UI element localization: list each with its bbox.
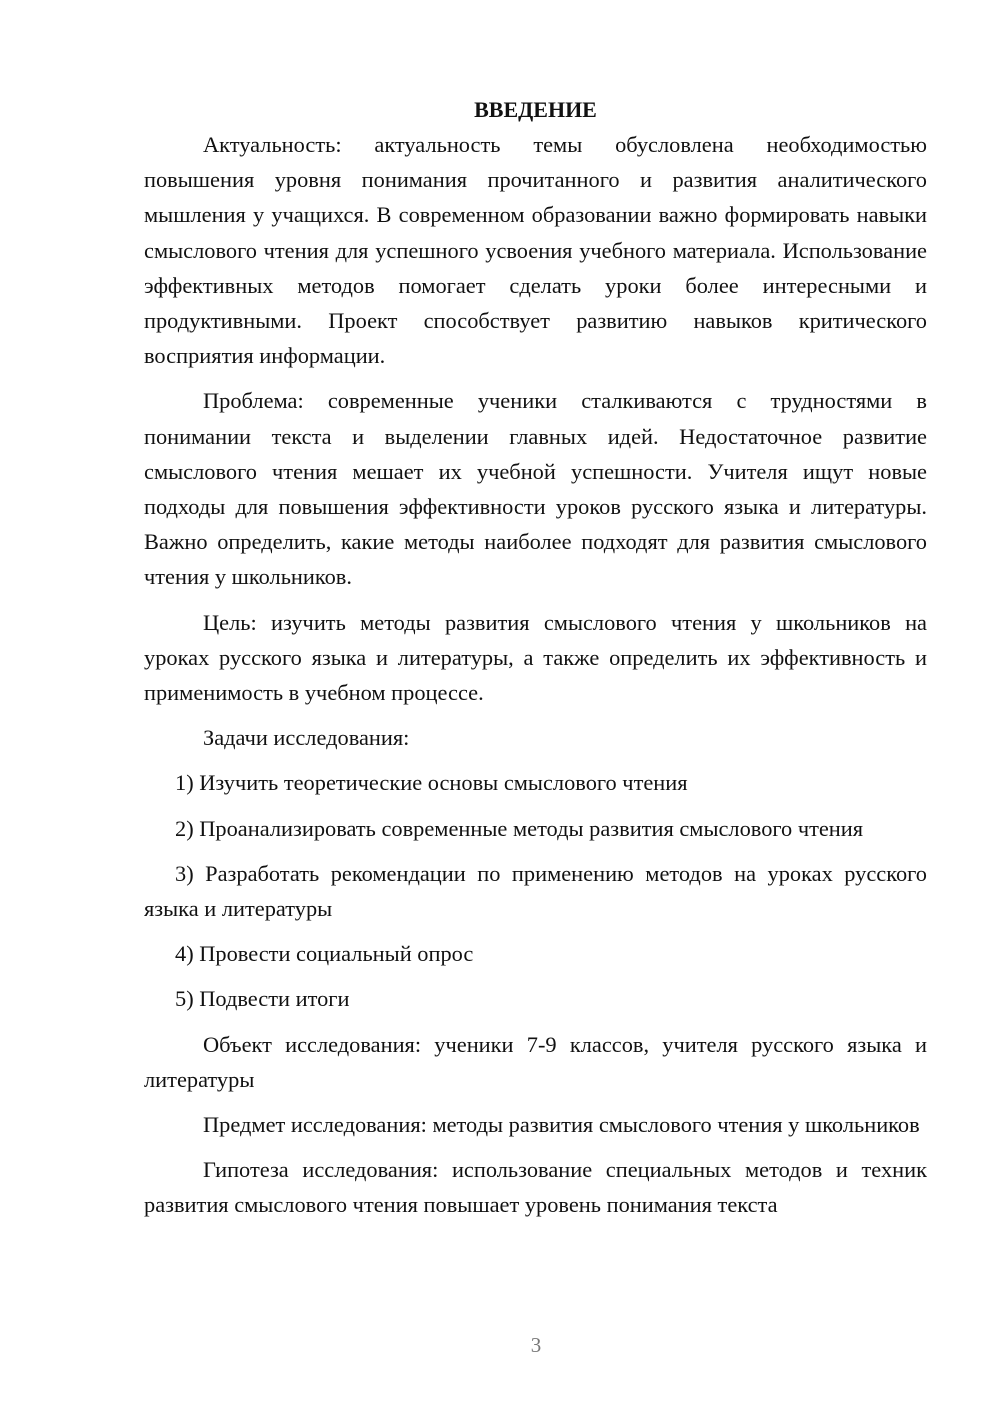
goal-paragraph: Цель: изучить методы развития смыслового чтения у школьников на уроках русского языка и литературы, а также определить их эффективность и применимость в учебном процессе. (144, 609, 927, 706)
page-number: 3 (530, 1333, 542, 1357)
task-item: 5) Подвести итоги (175, 986, 350, 1012)
task-item: 2) Проанализировать современные методы развития смыслового чтения (175, 815, 864, 841)
hypothesis-paragraph: Гипотеза исследования: использование специальных методов и техник развития смыслового чтения повышает уровень понимания текста (144, 1157, 927, 1218)
task-item: 4) Провести социальный опрос (175, 941, 474, 967)
task-item: 1) Изучить теоретические основы смыслового чтения (175, 770, 688, 796)
document-body (144, 92, 927, 1233)
tasks-heading: Задачи исследования: (203, 725, 410, 751)
relevance-paragraph: Актуальность: актуальность темы обусловлена необходимостью повышения уровня понимания прочитанного и развития аналитического мышления у учащихся. В современном образовании важно формировать навыки смыслового чтения для успешного усвоения учебного материала. Использование эффективных методов помогает сделать уроки более интересными и продуктивными. Проект способствует развитию навыков критического восприятия информации. (144, 132, 927, 369)
problem-paragraph: Проблема: современные ученики сталкиваются с трудностями в понимании текста и выделении главных идей. Недостаточное развитие смыслового чтения мешает их учебной успешности. Учителя ищут новые подходы для повышения эффективности уроков русского языка и литературы. Важно определить, какие методы наиболее подходят для развития смыслового чтения у школьников. (144, 388, 927, 590)
section-title: ВВЕДЕНИЕ (474, 97, 597, 122)
object-paragraph: Объект исследования: ученики 7-9 классов, учителя русского языка и литературы (144, 1031, 927, 1092)
task-item: 3) Разработать рекомендации по применению методов на уроках русского языка и литературы (144, 860, 927, 922)
subject-paragraph: Предмет исследования: методы развития смыслового чтения у школьников (203, 1112, 920, 1138)
